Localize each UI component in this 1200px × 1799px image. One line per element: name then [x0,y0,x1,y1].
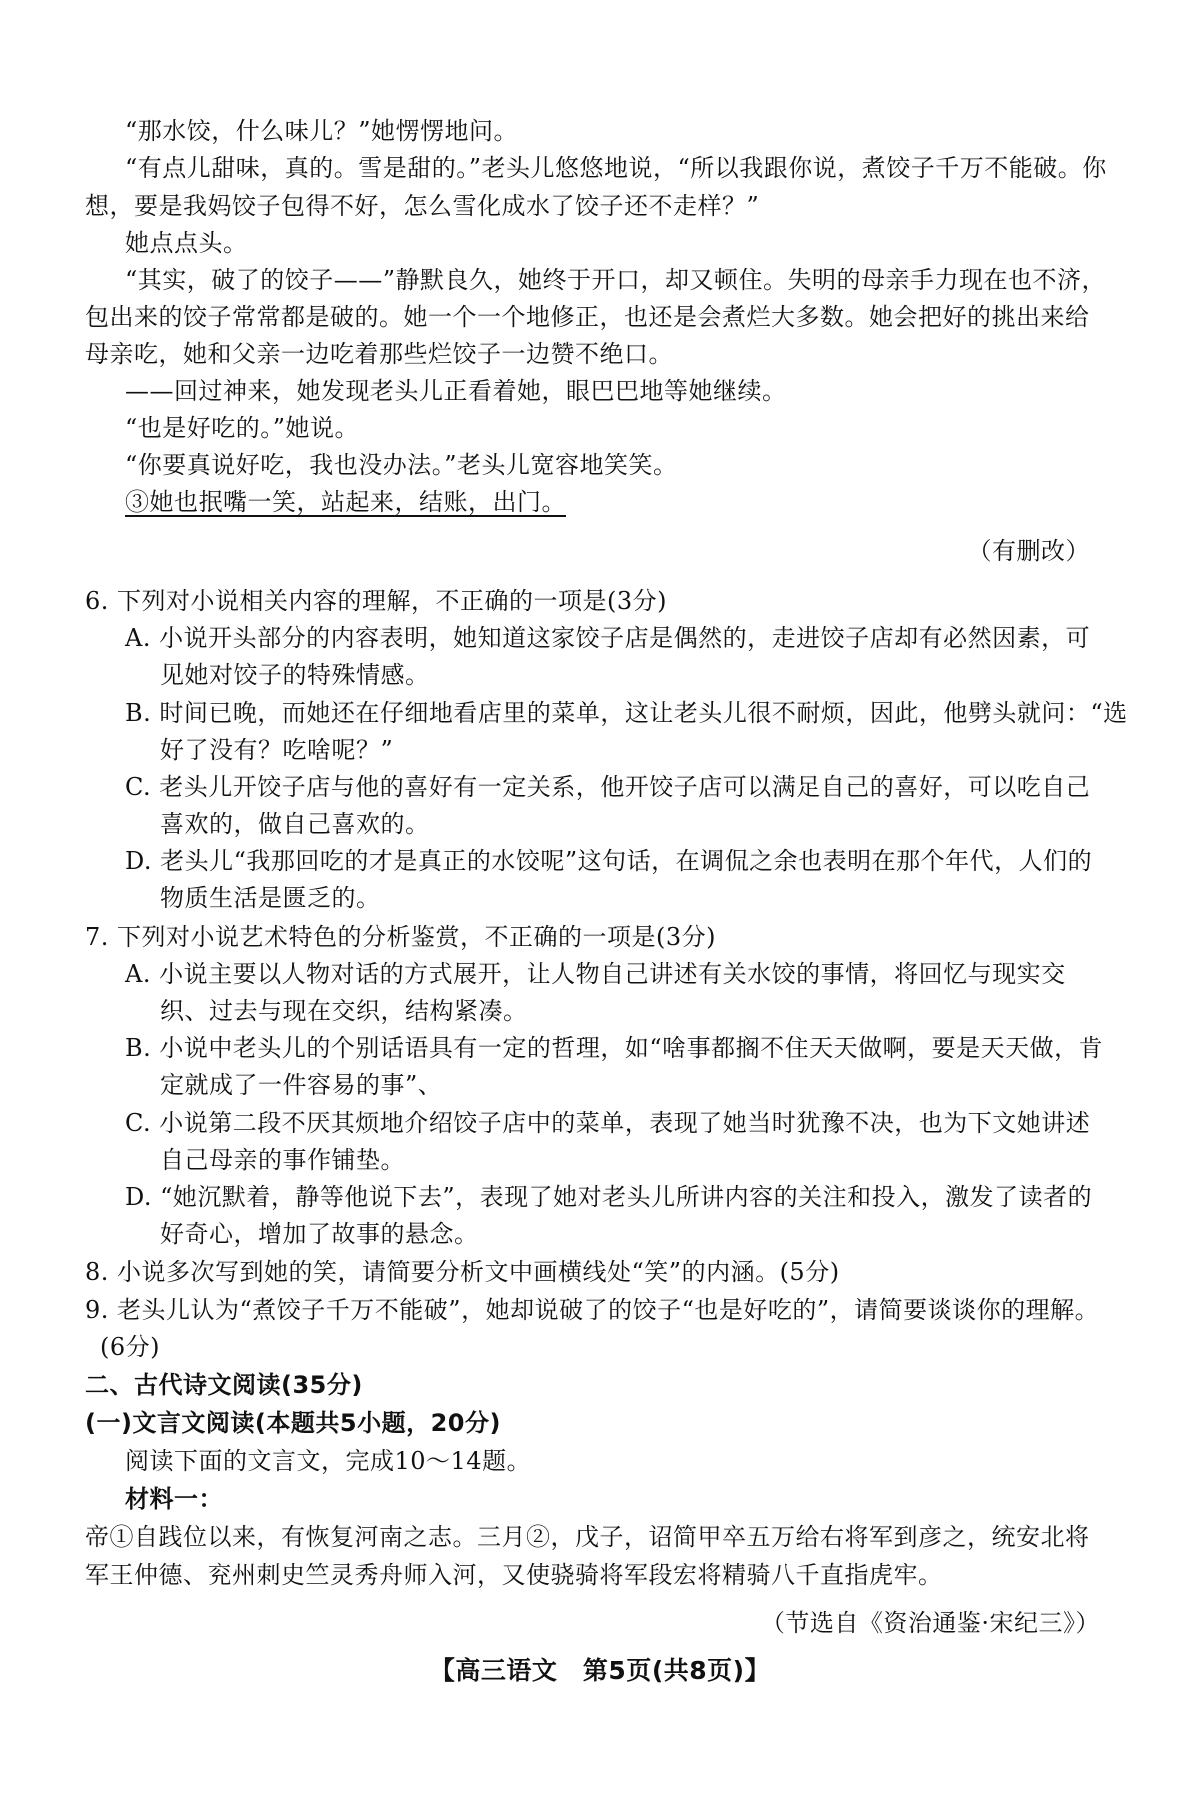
story-line: 想，要是我妈饺子包得不好，怎么雪化成水了饺子还不走样？” [85,192,760,220]
option-line: B. 小说中老头儿的个别话语具有一定的哲理，如“啥事都搁不住天天做啊，要是天天做，肯 [125,1034,1104,1062]
classical-text-line: 帝①自践位以来，有恢复河南之志。三月②，戊子，诏简甲卒五万给右将军到彦之，统安北将 [85,1523,1090,1551]
subsection-heading: (一)文言文阅读(本题共5小题，20分) [85,1409,501,1437]
option-line: 定就成了一件容易的事”、 [160,1071,443,1099]
question-6-stem: 6. 下列对小说相关内容的理解，不正确的一项是(3分) [85,587,668,615]
option-line: C. 老头儿开饺子店与他的喜好有一定关系，他开饺子店可以满足自己的喜好，可以吃自己 [125,773,1091,801]
question-8: 8. 小说多次写到她的笑，请简要分析文中画横线处“笑”的内涵。(5分) [85,1258,840,1286]
story-line: 包出来的饺子常常都是破的。她一个一个地修正，也还是会煮烂大多数。她会把好的挑出来给 [85,303,1090,331]
instruction: 阅读下面的文言文，完成10～14题。 [125,1447,532,1475]
question-9-line: (6分) [100,1333,160,1361]
option-line: C. 小说第二段不厌其烦地介绍饺子店中的菜单，表现了她当时犹豫不决，也为下文她讲述 [125,1109,1091,1137]
question-7-stem: 7. 下列对小说艺术特色的分析鉴赏，不正确的一项是(3分) [85,923,717,951]
story-line: “那水饺，什么味儿？”她愣愣地问。 [125,117,519,145]
source-note: （有删改） [967,537,1090,565]
option-line: A. 小说主要以人物对话的方式展开，让人物自己讲述有关水饺的事情，将回忆与现实交 [125,960,1066,988]
option-line: D. 老头儿“我那回吃的才是真正的水饺呢”这句话，在调侃之余也表明在那个年代，人们的 [125,847,1093,875]
story-line: “有点儿甜味，真的。雪是甜的。”老头儿悠悠地说，“所以我跟你说，煮饺子千万不能破。你 [125,154,1107,182]
option-line: 物质生活是匮乏的。 [160,884,381,912]
classical-text-line: 军王仲德、兖州刺史竺灵秀舟师入河，又使骁骑将军段宏将精骑八千直指虎牢。 [85,1561,943,1589]
option-line: A. 小说开头部分的内容表明，她知道这家饺子店是偶然的，走进饺子店却有必然因素，可 [125,624,1091,652]
page-footer: 【高三语文 第5页(共8页)】 [429,1656,771,1685]
option-line: 好奇心，增加了故事的悬念。 [160,1220,479,1248]
section-heading: 二、古代诗文阅读(35分) [85,1371,363,1399]
option-line: B. 时间已晚，而她还在仔细地看店里的菜单，这让老头儿很不耐烦，因此，他劈头就问：“选 [125,699,1128,727]
option-line: D. “她沉默着，静等他说下去”，表现了她对老头儿所讲内容的关注和投入，激发了读者的 [125,1183,1093,1211]
option-line: 自己母亲的事作铺垫。 [160,1146,405,1174]
question-9-line: 9. 老头儿认为“煮饺子千万不能破”，她却说破了的饺子“也是好吃的”，请简要谈谈你的理解。 [85,1296,1100,1324]
story-line: ——回过神来，她发现老头儿正看着她，眼巴巴地等她继续。 [125,377,787,405]
option-line: 织、过去与现在交织，结构紧凑。 [160,997,528,1025]
story-line: 母亲吃，她和父亲一边吃着那些烂饺子一边赞不绝口。 [85,340,673,368]
story-line: “你要真说好吃，我也没办法。”老头儿宽容地笑笑。 [125,451,678,479]
material-label: 材料一： [125,1485,223,1513]
underlined-sentence-3: ③她也抿嘴一笑，站起来，结账，出门。 [125,488,566,516]
story-line: “其实，破了的饺子——”静默良久，她终于开口，却又顿住。失明的母亲手力现在也不济， [125,266,1107,294]
source-note: （节选自《资治通鉴·宋纪三》） [760,1609,1100,1637]
story-line: “也是好吃的。”她说。 [125,414,360,442]
option-line: 见她对饺子的特殊情感。 [160,661,430,689]
option-line: 喜欢的，做自己喜欢的。 [160,810,430,838]
option-line: 好了没有？吃啥呢？” [160,736,394,764]
story-line: 她点点头。 [125,229,248,257]
